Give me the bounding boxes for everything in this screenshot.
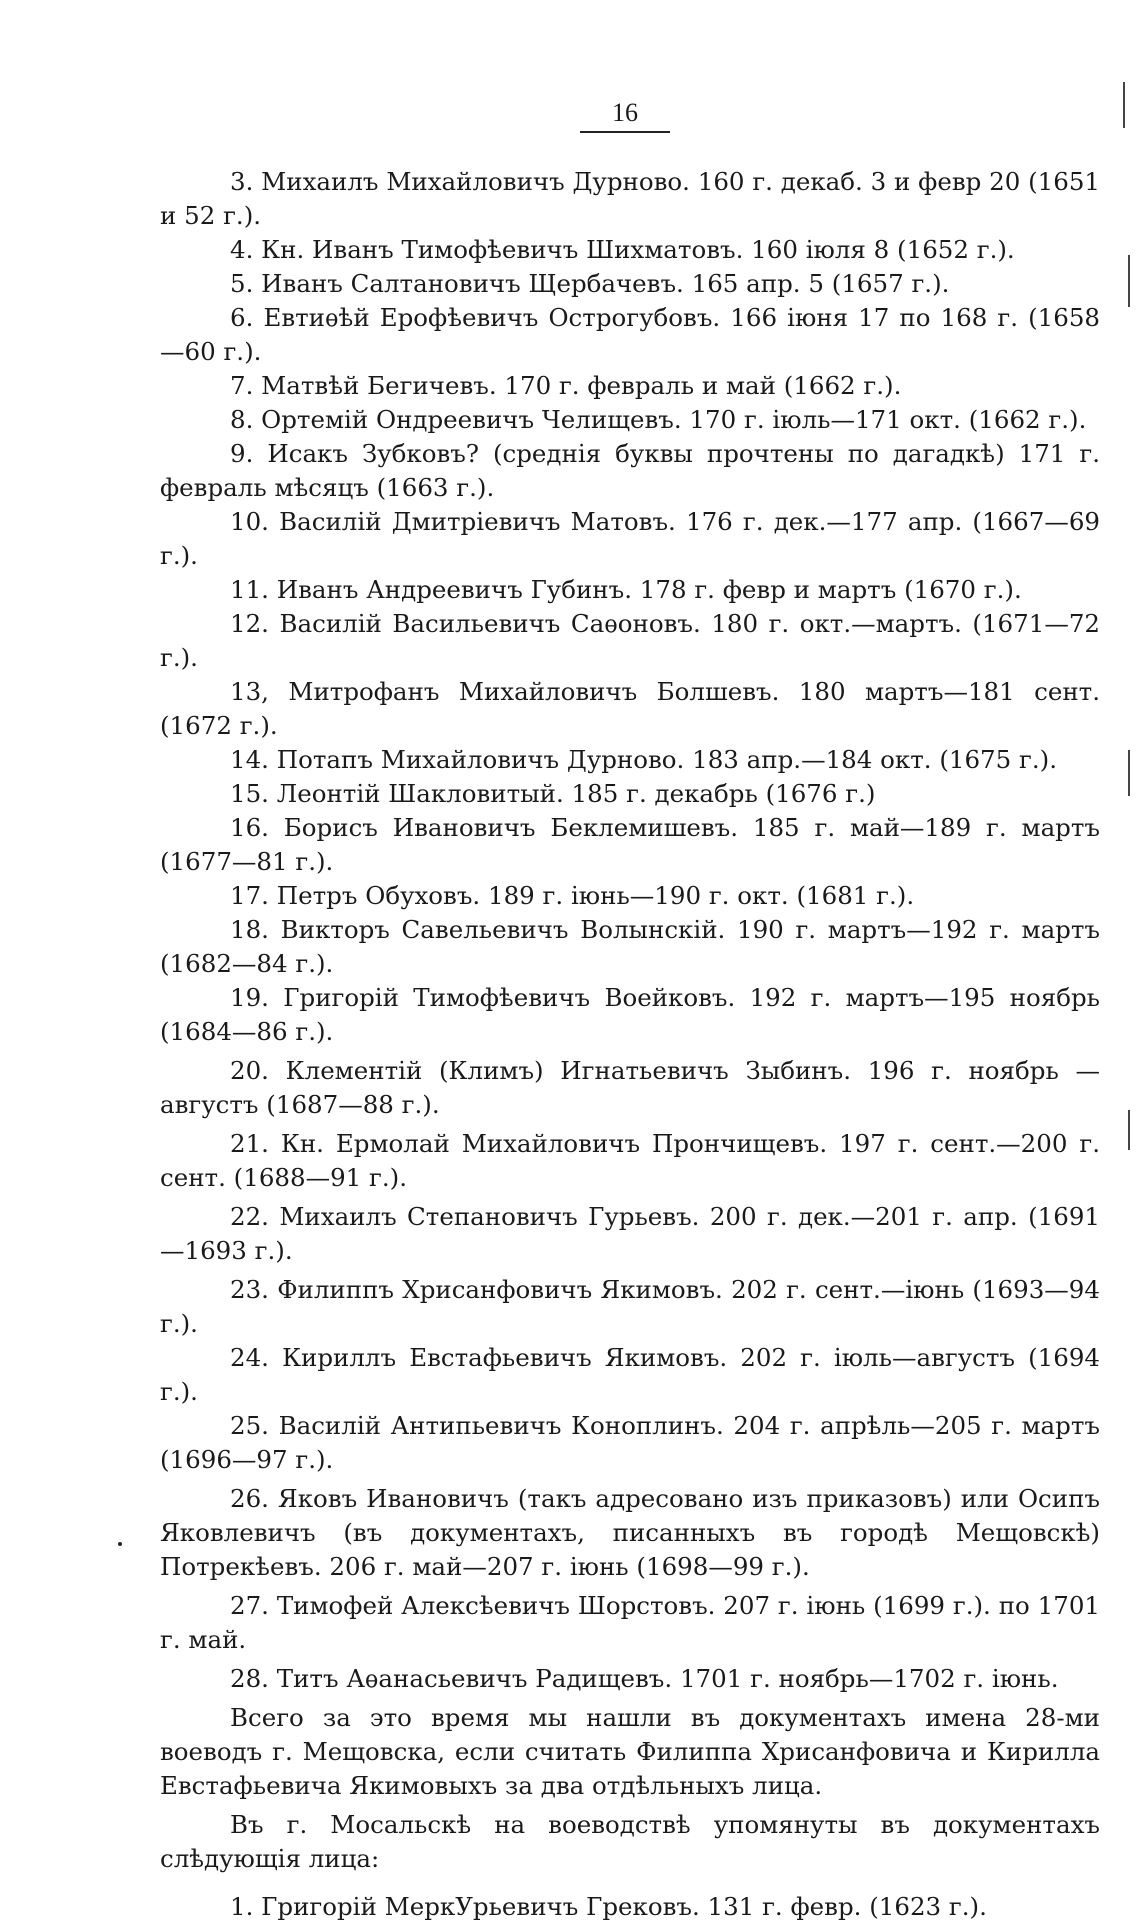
entry-15: 15. Леонтій Шакловитый. 185 г. декабрь (1676 г.) — [230, 779, 876, 808]
section-intro: Въ г. Мосальскѣ на воеводствѣ упомянуты въ документахъ слѣдующія лица: — [160, 1810, 1100, 1873]
margin-mark — [1123, 82, 1125, 128]
entry-9: 9. Исакъ Зубковъ? (среднія буквы прочтены по дагадкѣ) 171 г. февраль мѣсяцъ (1663 г.). — [160, 439, 1100, 502]
entry-28: 28. Титъ Аѳанасьевичъ Радищевъ. 1701 г. ноябрь—1702 г. іюнь. — [230, 1664, 1059, 1693]
entry-12: 12. Василій Васильевичъ Саѳоновъ. 180 г. окт.—мартъ. (1671—72 г.). — [160, 609, 1100, 672]
entry-10: 10. Василій Дмитріевичъ Матовъ. 176 г. дек.—177 апр. (1667—69 г.). — [160, 507, 1100, 570]
entry-16: 16. Борисъ Ивановичъ Беклемишевъ. 185 г. май—189 г. мартъ (1677—81 г.). — [160, 813, 1100, 876]
page-number: 16 — [612, 98, 638, 127]
entry-19: 19. Григорій Тимофѣевичъ Воейковъ. 192 г. мартъ—195 ноябрь (1684—86 г.). — [160, 983, 1100, 1046]
entry-8: 8. Ортемій Ондреевичъ Челищевъ. 170 г. іюль—171 окт. (1662 г.). — [230, 405, 1087, 434]
entry-7: 7. Матвѣй Бегичевъ. 170 г. февраль и май (1662 г.). — [230, 371, 902, 400]
summary-paragraph: Всего за это время мы нашли въ документахъ имена 28-ми воеводъ г. Мещовска, если считать Филиппа Хрисанфовича и Кирилла Евстафьевича Якимовыхъ за два отдѣльныхъ лица. — [160, 1703, 1100, 1800]
page-number-rule — [580, 131, 670, 133]
entry-5: 5. Иванъ Салтановичъ Щербачевъ. 165 апр. 5 (1657 г.). — [230, 269, 950, 298]
entry-4: 4. Кн. Иванъ Тимофѣевичъ Шихматовъ. 160 іюля 8 (1652 г.). — [230, 235, 1015, 264]
margin-dot — [118, 1542, 122, 1546]
entry-26: 26. Яковъ Ивановичъ (такъ адресовано изъ приказовъ) или Осипъ Яковлевичъ (въ документахъ, писанныхъ въ городѣ Мещовскѣ) Потрекѣевъ. 206 г. май—207 г. іюнь (1698—99 г.). — [160, 1484, 1100, 1581]
margin-mark — [1128, 1110, 1130, 1150]
mosalsk-entry-1: 1. Григорій МеркУрьевичъ Грековъ. 131 г. февр. (1623 г.). — [230, 1892, 987, 1921]
margin-mark — [1128, 255, 1130, 307]
entry-6: 6. Евтиѳѣй Ерофѣевичъ Острогубовъ. 166 іюня 17 по 168 г. (1658—60 г.). — [160, 303, 1100, 366]
text-body — [160, 165, 1100, 1924]
entry-3: 3. Михаилъ Михайловичъ Дурново. 160 г. декаб. 3 и февр 20 (1651 и 52 г.). — [160, 167, 1100, 230]
entry-24: 24. Кириллъ Евстафьевичъ Якимовъ. 202 г. іюль—августъ (1694 г.). — [160, 1343, 1100, 1406]
entry-22: 22. Михаилъ Степановичъ Гурьевъ. 200 г. дек.—201 г. апр. (1691—1693 г.). — [160, 1202, 1100, 1265]
entry-25: 25. Василій Антипьевичъ Коноплинъ. 204 г. апрѣль—205 г. мартъ (1696—97 г.). — [160, 1411, 1100, 1474]
entry-27: 27. Тимофей Алексѣевичъ Шорстовъ. 207 г. іюнь (1699 г.). по 1701 г. май. — [160, 1591, 1100, 1654]
entry-11: 11. Иванъ Андреевичъ Губинъ. 178 г. февр и мартъ (1670 г.). — [230, 575, 1022, 604]
entry-13: 13, Митрофанъ Михайловичъ Болшевъ. 180 мартъ—181 сент. (1672 г.). — [160, 677, 1100, 740]
entry-17: 17. Петръ Обуховъ. 189 г. іюнь—190 г. окт. (1681 г.). — [230, 881, 915, 910]
margin-mark — [1128, 750, 1130, 796]
entry-23: 23. Филиппъ Хрисанфовичъ Якимовъ. 202 г. сент.—іюнь (1693—94 г.). — [160, 1275, 1100, 1338]
entry-18: 18. Викторъ Савельевичъ Волынскій. 190 г. мартъ—192 г. мартъ (1682—84 г.). — [160, 915, 1100, 978]
entry-21: 21. Кн. Ермолай Михайловичъ Прончищевъ. 197 г. сент.—200 г. сент. (1688—91 г.). — [160, 1129, 1100, 1192]
entry-14: 14. Потапъ Михайловичъ Дурново. 183 апр.—184 окт. (1675 г.). — [230, 745, 1057, 774]
entry-20: 20. Клементій (Климъ) Игнатьевичъ Зыбинъ. 196 г. ноябрь — августъ (1687—88 г.). — [160, 1056, 1100, 1119]
